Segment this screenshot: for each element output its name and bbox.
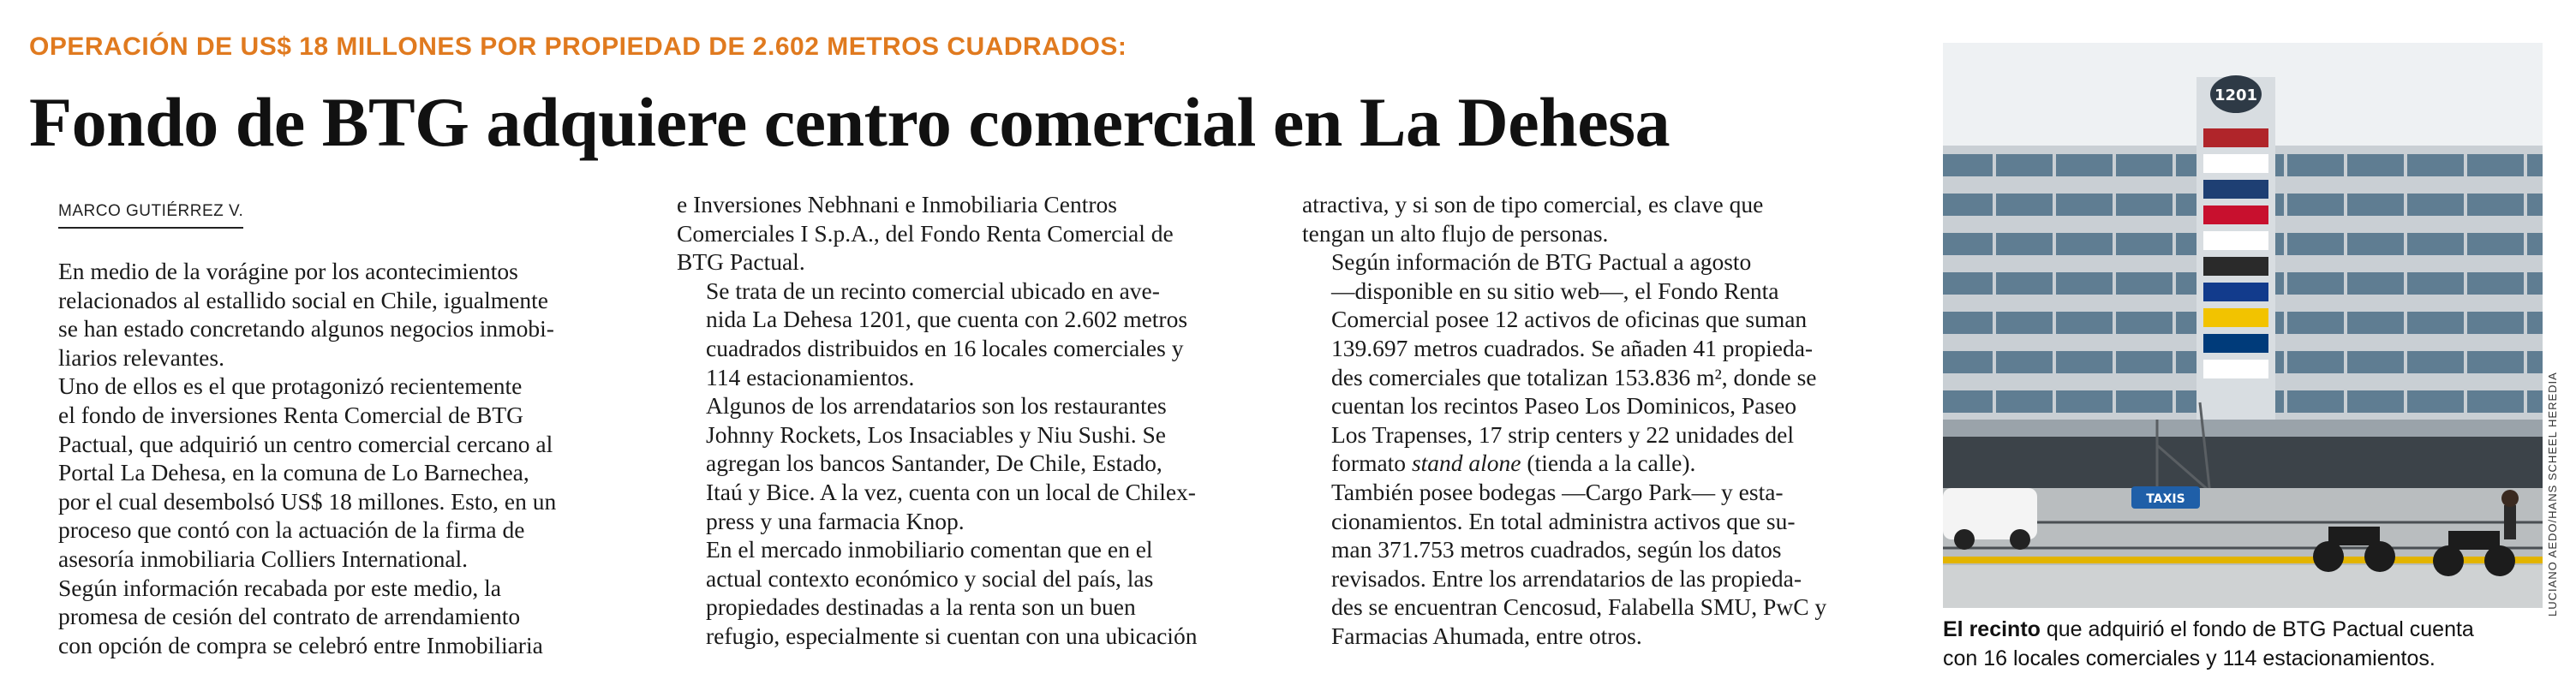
text-line: Algunos de los arrendatarios son los restaurantes [706, 392, 1167, 420]
building-photo [1943, 43, 2543, 608]
paragraph [677, 190, 1276, 277]
text-line: propiedades destinadas a la renta son un buen [706, 593, 1136, 621]
text-line: cionamientos. En total administra activos que su- [1331, 507, 1796, 534]
paragraph [677, 277, 1276, 391]
text-line: cuentan los recintos Paseo Los Dominicos, Paseo [1331, 392, 1797, 420]
text-line: con opción de compra se celebró entre Inmobiliaria [58, 631, 543, 658]
text-line: Comerciales I S.p.A., del Fondo Renta Comercial de [677, 219, 1174, 247]
taxis-sign: TAXIS [2146, 492, 2185, 506]
text-line: Johnny Rockets, Los Insaciables y Niu Sushi. Se [706, 420, 1166, 448]
paragraph [1302, 247, 1902, 478]
text-line: Comercial posee 12 activos de oficinas que suman [1331, 306, 1808, 333]
text-line: des comerciales que totalizan 153.836 m², donde se [1331, 363, 1817, 390]
text-line: En medio de la vorágine por los acontecimientos [58, 258, 518, 284]
caption-lead: El recinto [1943, 617, 2041, 641]
text-line: e Inversiones Nebhnani e Inmobiliaria Centros [677, 191, 1117, 217]
text-line: 139.697 metros cuadrados. Se añaden 41 propieda- [1331, 334, 1814, 361]
paragraph [29, 574, 629, 660]
text-line: cuadrados distribuidos en 16 locales comerciales y [706, 334, 1184, 361]
paragraph [29, 257, 629, 372]
sign-number: 1201 [2214, 86, 2258, 104]
text-line: press y una farmacia Knop. [706, 507, 965, 534]
text-line: promesa de cesión del contrato de arrendamiento [58, 603, 521, 630]
text-line: proceso que contó con la actuación de la firma de [58, 516, 525, 544]
text-line: relacionados al estallido social en Chile, igualmente [58, 286, 548, 313]
text-line: se han estado concretando algunos negocios inmobi- [58, 315, 554, 342]
text-line: 114 estacionamientos. [706, 363, 915, 390]
photo-credit: LUCIANO AEDO/HANS SCHEEL HEREDIA [2546, 372, 2559, 616]
text-line: Los Trapenses, 17 strip centers y 22 unidades del [1331, 420, 1794, 448]
text-line: Uno de ellos es el que protagonizó recientemente [58, 372, 523, 400]
kicker: OPERACIÓN DE US$ 18 MILLONES POR PROPIEDAD DE 2.602 METROS CUADRADOS: [29, 33, 1127, 61]
paragraph [677, 391, 1276, 535]
text-line: man 371.753 metros cuadrados, según los datos [1331, 536, 1782, 563]
article-column-3 [1302, 190, 1902, 678]
article-column-1 [29, 194, 629, 682]
paragraph [1302, 478, 1902, 651]
text-line: —disponible en su sitio web—, el Fondo Renta [1331, 277, 1779, 304]
text-line: por el cual desembolsó US$ 18 millones. Esto, en un [58, 487, 557, 515]
text-line [1302, 449, 1902, 478]
building-illustration [1943, 43, 2543, 608]
paragraph [29, 372, 629, 573]
article-column-2 [677, 190, 1276, 678]
text-line: Farmacias Ahumada, entre otros. [1331, 622, 1642, 649]
text-line: Pactual, que adquirió un centro comercial cercano al [58, 430, 553, 457]
text-line: También posee bodegas —Cargo Park— y esta- [1331, 478, 1784, 505]
text-line: Según información recabada por este medio, la [58, 574, 501, 601]
text-line: asesoría inmobiliaria Colliers International. [58, 545, 469, 572]
paragraph [677, 535, 1276, 650]
text-line: revisados. Entre los arrendatarios de las propieda- [1331, 564, 1802, 592]
text-line: tengan un alto flujo de personas. [1302, 219, 1609, 247]
byline: MARCO GUTIÉRREZ V. [58, 197, 243, 229]
headline: Fondo de BTG adquiere centro comercial en La Dehesa [29, 83, 1671, 161]
text-line: refugio, especialmente si cuentan con una ubicación [706, 622, 1198, 649]
text-fragment: formato [1331, 450, 1412, 477]
text-line: Itaú y Bice. A la vez, cuenta con un local de Chilex- [706, 478, 1196, 505]
text-line: Se trata de un recinto comercial ubicado en ave- [706, 277, 1160, 304]
caption-line: con 16 locales comerciales y 114 estacionamientos. [1943, 646, 2436, 670]
text-line: Portal La Dehesa, en la comuna de Lo Barnechea, [58, 459, 529, 486]
text-line: actual contexto económico y social del país, las [706, 564, 1154, 592]
text-line: agregan los bancos Santander, De Chile, Estado, [706, 450, 1162, 477]
text-line: el fondo de inversiones Renta Comercial de BTG [58, 401, 523, 428]
caption-line [1943, 615, 2568, 644]
text-line: nida La Dehesa 1201, que cuenta con 2.602 metros [706, 306, 1188, 333]
text-line: BTG Pactual. [677, 248, 805, 276]
photo-caption [1943, 615, 2568, 673]
italic-term: stand alone [1411, 450, 1521, 477]
text-line: des se encuentran Cencosud, Falabella SMU, PwC y [1331, 593, 1827, 621]
text-line: Según información de BTG Pactual a agosto [1331, 248, 1752, 276]
paragraph [1302, 190, 1902, 247]
caption-text: que adquirió el fondo de BTG Pactual cuenta [2040, 617, 2474, 641]
text-line: En el mercado inmobiliario comentan que en el [706, 536, 1153, 563]
text-line: atractiva, y si son de tipo comercial, es clave que [1302, 191, 1764, 217]
text-line: liarios relevantes. [58, 343, 224, 371]
text-fragment: (tienda a la calle). [1521, 450, 1696, 477]
